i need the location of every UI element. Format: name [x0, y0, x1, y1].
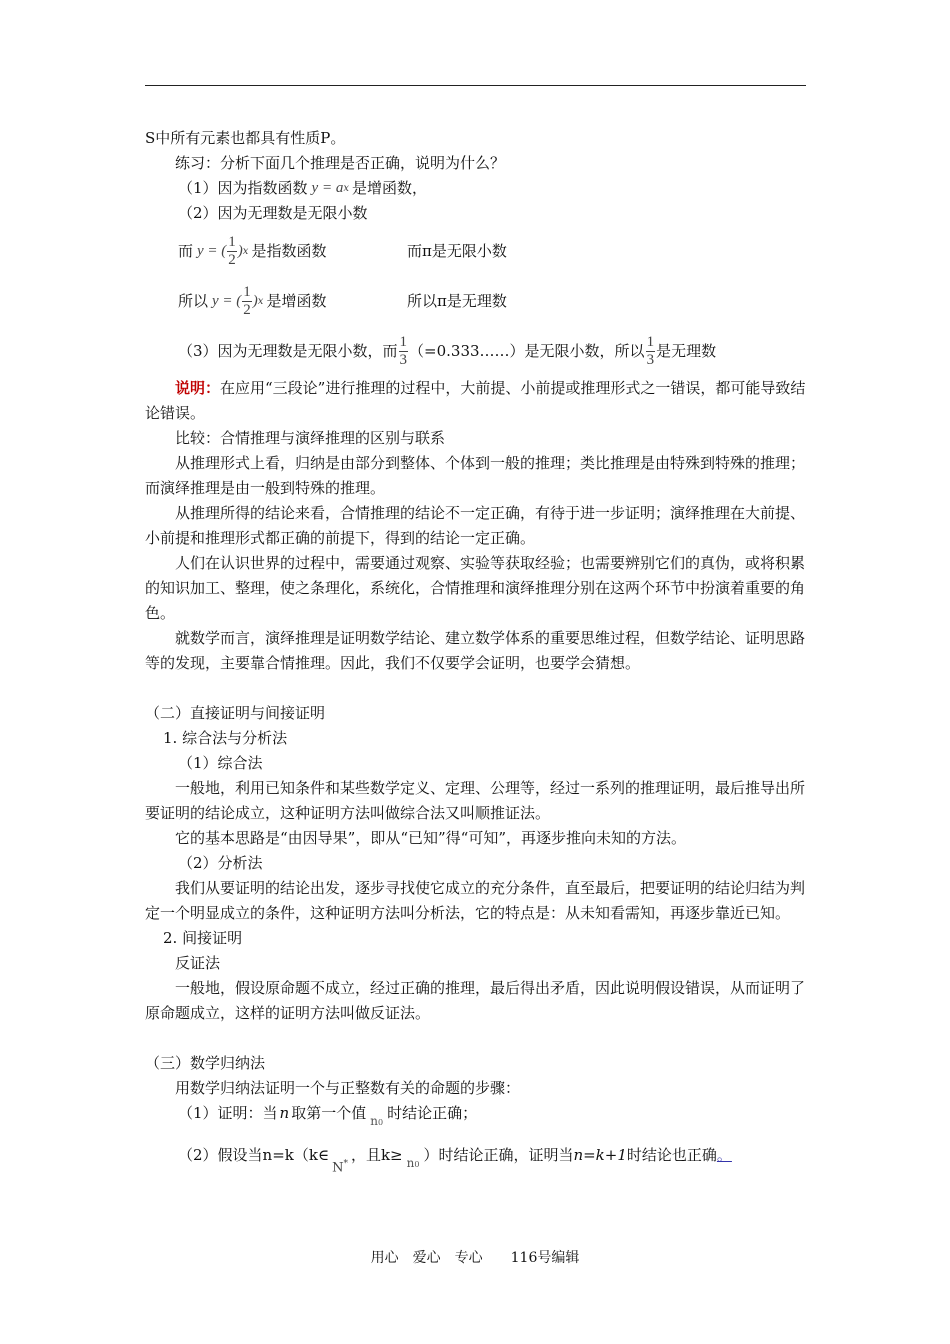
paragraph: 它的基本思路是“由因导果”，即从“已知”得“可知”，再逐步推向未知的方法。	[175, 829, 687, 847]
method-heading: 反证法	[175, 954, 221, 972]
n-zero: n0	[406, 1156, 420, 1170]
exercise-item-3: （3）因为无理数是无限小数，而 $\frac{1}{3}$ （=0.333……）是无限小数，所以 $\frac{1}{3}$ 是无理数	[178, 333, 717, 368]
fraction: $\frac{1}{3}$	[399, 333, 408, 368]
paragraph: 一般地，利用已知条件和某些数学定义、定理、公理等，经过一系列的推理证明，最后推导出所要证明的结论成立，这种证明方法叫做综合法又叫顺推证法。	[145, 779, 806, 822]
note-paragraph: 说明：在应用“三段论”进行推理的过程中，大前提、小前提或推理形式之一错误，都可能导致结论错误。	[145, 379, 806, 422]
induction-step-2: （2）假设当n=k（k∈ N* ，且k≥ n0 ）时结论正确，证明当 n=k+1 时结论也正确 。	[145, 1137, 806, 1183]
fraction: $\frac{1}{2}$	[243, 283, 251, 318]
paragraph: 就数学而言，演绎推理是证明数学结论、建立数学体系的重要思维过程，但数学结论、证明思路等的发现，主要靠合情推理。因此，我们不仅要学会证明，也要学会猜想。	[145, 629, 806, 672]
note-label: 说明：	[175, 379, 221, 397]
section-heading: （三）数学归纳法	[145, 1054, 266, 1072]
math-expression: y = a	[311, 180, 344, 196]
exercise-heading: 练习：分析下面几个推理是否正确，说明为什么？	[175, 154, 506, 172]
paragraph: 一般地，假设原命题不成立，经过正确的推理，最后得出矛盾，因此说明假设错误，从而证明了原命题成立，这样的证明方法叫做反证法。	[145, 979, 806, 1022]
paragraph: 从推理形式上看，归纳是由部分到整体、个体到一般的推理；类比推理是由特殊到特殊的推理；而演绎推理是由一般到特殊的推理。	[145, 454, 806, 497]
compare-heading: 比较：合情推理与演绎推理的区别与联系	[175, 429, 446, 447]
section-heading: （二）直接证明与间接证明	[145, 704, 326, 722]
paragraph: 人们在认识世界的过程中，需要通过观察、实验等获取经验；也需要辨别它们的真伪，或将积累的知识加工、整理，使之条理化，系统化，合情推理和演绎推理分别在这两个环节中扮演着重要的角色。	[145, 554, 806, 622]
induction-step-1: （1）证明：当 n 取第一个值 n0 时结论正确；	[145, 1101, 806, 1137]
text-line: S中所有元素也都具有性质P。	[145, 129, 346, 147]
formula-row: 而 y = ( $\frac{1}{2}$ ) x 是指数函数 而π是无限小数	[178, 233, 507, 268]
document-body	[145, 126, 806, 1183]
fraction: $\frac{1}{2}$	[228, 233, 236, 268]
paragraph: 从推理所得的结论来看，合情推理的结论不一定正确，有待于进一步证明；演绎推理在大前提、小前提和推理形式都正确的前提下，得到的结论一定正确。	[145, 504, 806, 547]
method-heading: （2）分析法	[178, 854, 263, 872]
formula-row: 所以 y = ( $\frac{1}{2}$ ) x 是增函数 所以π是无理数	[178, 283, 507, 318]
n-star: N*	[332, 1159, 348, 1176]
exercise-item-2: （2）因为无理数是无限小数	[178, 204, 368, 222]
paragraph: 我们从要证明的结论出发，逐步寻找使它成立的充分条件，直至最后，把要证明的结论归结为判定一个明显成立的条件，这种证明方法叫分析法，它的特点是：从未知看需知，再逐步靠近已知。	[145, 879, 806, 922]
subsection-heading: 1. 综合法与分析法	[163, 729, 288, 747]
n-zero: n0	[370, 1114, 384, 1128]
subsection-heading: 2. 间接证明	[163, 929, 243, 947]
method-heading: （1）综合法	[178, 754, 263, 772]
page-footer: 用心 爱心 专心 116号编辑	[370, 1250, 580, 1266]
fraction: $\frac{1}{3}$	[646, 333, 655, 368]
header-rule	[145, 85, 806, 86]
exercise-item-1: （1）因为指数函数 y = a x 是增函数，	[145, 176, 806, 201]
end-mark: 。	[716, 1146, 732, 1164]
paragraph: 用数学归纳法证明一个与正整数有关的命题的步骤：	[175, 1079, 521, 1097]
